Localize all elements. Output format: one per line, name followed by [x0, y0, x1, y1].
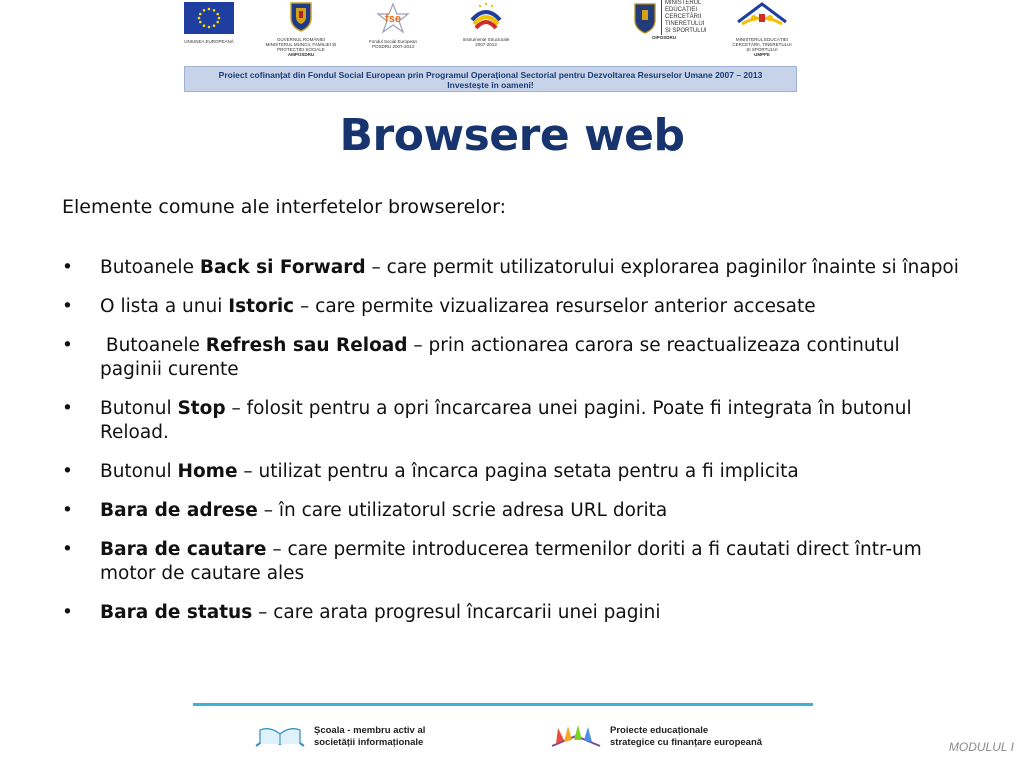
- item-term: Refresh sau Reload: [205, 335, 408, 356]
- umpfe-house-icon: [732, 0, 792, 32]
- list-item: [62, 601, 962, 625]
- item-term: Bara de status: [100, 602, 253, 623]
- list-item: [62, 538, 962, 586]
- item-term: Home: [177, 461, 238, 482]
- bullet-marker: •: [62, 257, 73, 278]
- svg-text:fse: fse: [385, 13, 401, 25]
- umpfe-caption-2: CERCETĂRII, TINERETULUI: [732, 42, 792, 47]
- gov-caption-2: MINISTERUL MUNCII, FAMILIEI ȘI: [265, 42, 337, 47]
- min-caption-3: CERCETĂRII: [665, 14, 702, 20]
- instrumente-structurale-logo: [458, 0, 514, 47]
- item-description: – prin actionarea carora se reactualizeaza continutul paginii curente: [100, 335, 900, 380]
- item-term: Back si Forward: [199, 257, 366, 278]
- list-item: [62, 256, 962, 280]
- item-description: – care arata progresul încarcarii unei pagini: [252, 602, 661, 623]
- oiposdru-caption: OIPOSDRU: [652, 35, 677, 40]
- bullet-marker: •: [62, 461, 73, 482]
- bullet-marker: •: [62, 539, 73, 560]
- fse-caption-1: Fondul Social European: [368, 39, 418, 44]
- coat-of-arms-icon: [289, 0, 313, 32]
- module-label: MODULUL I: [948, 740, 1014, 754]
- list-item: [62, 334, 962, 382]
- footer-divider: [193, 703, 813, 706]
- list-item: [62, 397, 962, 445]
- gov-caption-4: AMPOSDRU: [287, 52, 315, 57]
- item-description: – care permit utilizatorului explorarea paginilor înainte si înapoi: [365, 257, 959, 278]
- eu-flag-icon: [184, 2, 234, 34]
- item-text: O lista a unui: [100, 296, 229, 317]
- bullet-marker: •: [62, 398, 73, 419]
- header-logos: [0, 0, 1024, 64]
- item-description: – care permite vizualizarea resurselor anterior accesate: [294, 296, 816, 317]
- cofinancing-banner: [184, 66, 797, 92]
- fse-logo: [364, 2, 422, 49]
- page-title: Browsere web: [339, 110, 685, 161]
- min-caption-4: TINERETULUI: [665, 21, 705, 27]
- gov-caption-1: GUVERNUL ROMÂNIEI: [276, 37, 326, 42]
- item-description: – folosit pentru a opri încarcarea unei pagini. Poate fi integrata în butonul Reload.: [100, 398, 912, 443]
- ministry-education-logo: [632, 0, 712, 40]
- item-term: Bara de adrese: [100, 500, 258, 521]
- list-item: [62, 295, 962, 319]
- intro-text: Elemente comune ale interfetelor browserelor:: [62, 196, 507, 218]
- footer-logo-projects: [548, 722, 762, 752]
- item-description: – utilizat pentru a încarca pagina setata pentru a fi implicita: [237, 461, 799, 482]
- structural-instruments-icon: [468, 0, 504, 32]
- item-text: Butoanele: [100, 257, 200, 278]
- list-item: [62, 460, 962, 484]
- footer-right-line-2: strategice cu finanțare europeană: [610, 737, 763, 748]
- item-text: Butonul: [100, 461, 178, 482]
- item-text: Butonul: [100, 398, 178, 419]
- umpfe-caption-1: MINISTERUL EDUCAȚIEI: [735, 37, 789, 42]
- footer-left-line-1: Școala - membru activ al: [314, 725, 426, 736]
- item-description: – în care utilizatorul scrie adresa URL dorita: [257, 500, 668, 521]
- government-logo: [264, 0, 338, 57]
- banner-line-1: Proiect cofinanțat din Fondul Social European prin Programul Operațional Sectorial pentru Dezvoltarea Resurselor Umane 2007 – 2013: [218, 70, 763, 80]
- min-caption-2: EDUCAȚIEI: [665, 7, 698, 13]
- eu-logo: [182, 2, 236, 44]
- list-item: [62, 499, 962, 523]
- item-term: Stop: [177, 398, 226, 419]
- min-caption-1: MINISTERUL: [665, 0, 702, 6]
- colored-book-icon: [548, 722, 604, 752]
- umpfe-caption-3: ȘI SPORTULUI: [746, 47, 778, 52]
- open-book-icon: [252, 722, 308, 752]
- fse-star-icon: [373, 2, 413, 34]
- is-caption-2: 2007-2013: [475, 42, 497, 47]
- footer-left-line-2: societății informaționale: [314, 737, 424, 748]
- bullet-marker: •: [62, 335, 73, 356]
- item-term: Bara de cautare: [100, 539, 267, 560]
- item-text: Butoanele: [100, 335, 206, 356]
- banner-line-2: Investește în oameni!: [447, 80, 534, 90]
- ministry-crest-icon: [632, 0, 658, 34]
- is-caption-1: Instrumente Structurale: [462, 37, 510, 42]
- umpfe-caption-4: UMPFE: [754, 52, 770, 57]
- item-description: – care permite introducerea termenilor doriti a fi cautati direct într-um motor de cautare ales: [100, 539, 922, 584]
- bullet-marker: •: [62, 602, 73, 623]
- bullet-marker: •: [62, 500, 73, 521]
- item-term: Istoric: [228, 296, 295, 317]
- footer-right-line-1: Proiecte educaționale: [610, 725, 709, 736]
- footer-logo-school: [252, 722, 425, 752]
- bullet-list: [62, 256, 962, 640]
- bullet-marker: •: [62, 296, 73, 317]
- umpfe-logo: [724, 0, 800, 57]
- eu-caption: UNIUNEA EUROPEANĂ: [184, 39, 234, 44]
- gov-caption-3: PROTECȚIEI SOCIALE: [277, 47, 325, 52]
- min-caption-5: ȘI SPORTULUI: [665, 28, 707, 34]
- fse-caption-2: POSDRU 2007-2013: [371, 44, 415, 49]
